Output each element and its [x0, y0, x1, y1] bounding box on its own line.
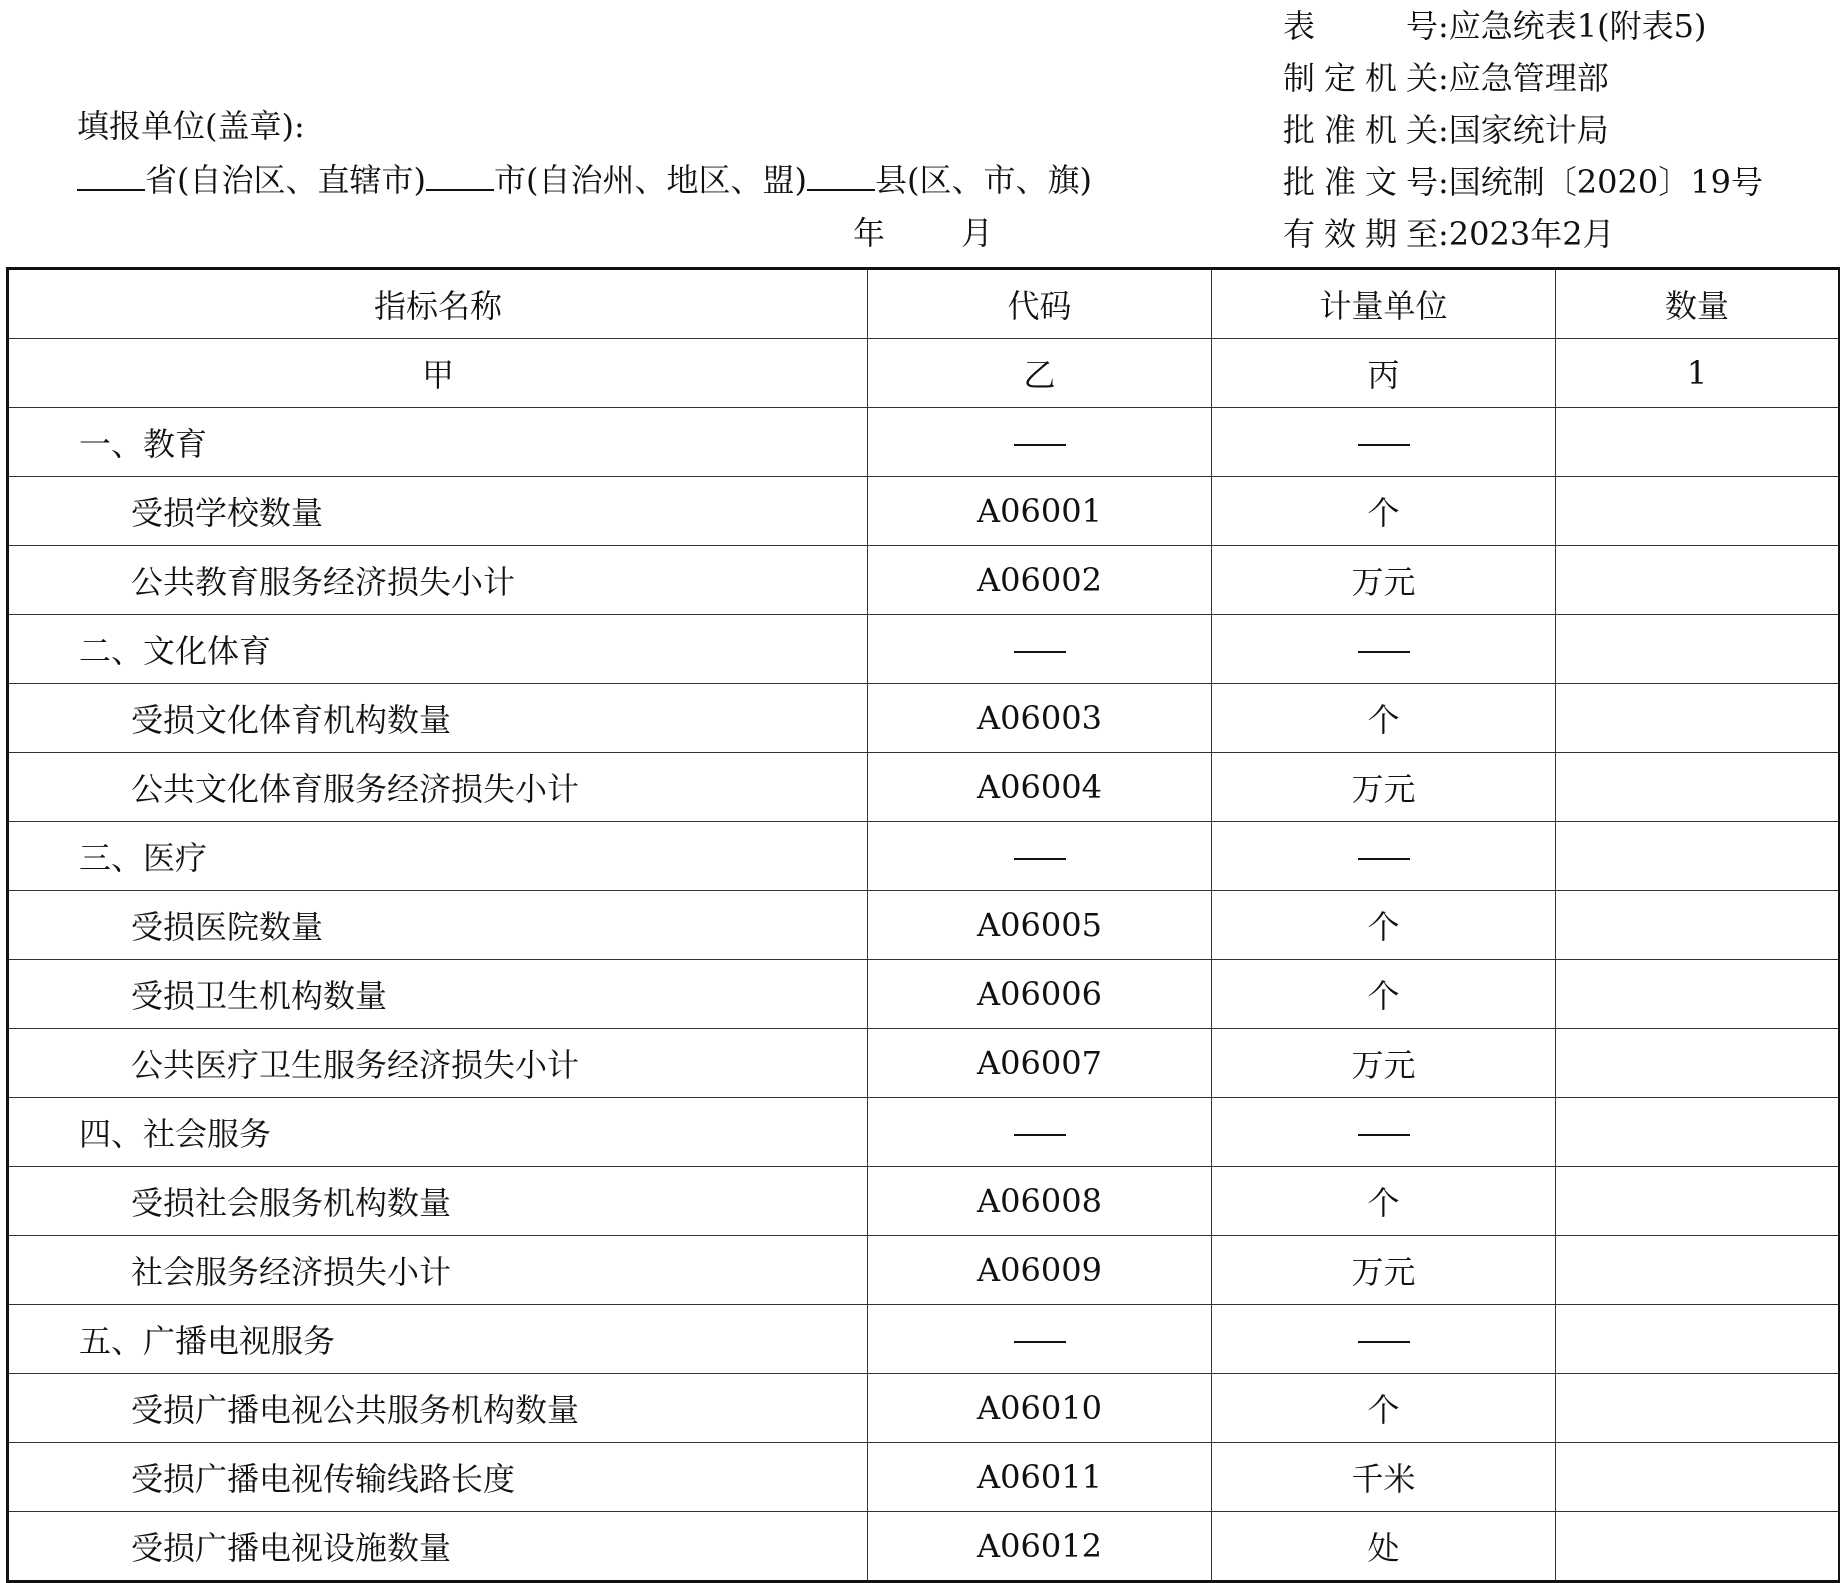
county-label: 县(区、市、旗) [874, 161, 1092, 199]
unit-cell-dash [1212, 615, 1556, 684]
region-line [77, 155, 1092, 201]
table-code-row [8, 339, 1840, 408]
measure-unit: 个 [1212, 477, 1556, 546]
code-cell-dash [868, 615, 1212, 684]
measure-unit: 千米 [1212, 1443, 1556, 1512]
quantity-cell[interactable] [1556, 1305, 1840, 1374]
category-row [8, 408, 1840, 477]
indicator-code: A06003 [868, 684, 1212, 753]
indicator-name: 一、教育 [8, 408, 868, 477]
col-code-unit: 丙 [1212, 339, 1556, 408]
indicator-name: 受损广播电视传输线路长度 [8, 1443, 868, 1512]
dash-mark [1358, 1134, 1410, 1136]
table-row [8, 960, 1840, 1029]
unit-cell-dash [1212, 1305, 1556, 1374]
dash-mark [1358, 1341, 1410, 1343]
meta-colon: : [1438, 163, 1449, 201]
col-code-quantity: 1 [1556, 339, 1840, 408]
dash-mark [1358, 858, 1410, 860]
category-row [8, 1098, 1840, 1167]
unit-cell-dash [1212, 408, 1556, 477]
table-row [8, 753, 1840, 822]
indicator-code: A06006 [868, 960, 1212, 1029]
code-cell-dash [868, 408, 1212, 477]
meta-approval-number [1283, 156, 1763, 208]
indicator-name: 公共医疗卫生服务经济损失小计 [8, 1029, 868, 1098]
measure-unit: 个 [1212, 684, 1556, 753]
quantity-cell[interactable] [1556, 546, 1840, 615]
indicator-code: A06005 [868, 891, 1212, 960]
meta-approving-agency [1283, 104, 1763, 156]
indicator-name: 四、社会服务 [8, 1098, 868, 1167]
dash-mark [1014, 858, 1066, 860]
meta-label: 批准文号 [1283, 163, 1438, 201]
indicator-code: A06010 [868, 1374, 1212, 1443]
code-cell-dash [868, 822, 1212, 891]
col-header-code: 代码 [868, 269, 1212, 339]
table-header-row [8, 269, 1840, 339]
fill-unit-label: 填报单位(盖章): [77, 107, 305, 145]
indicator-name: 二、文化体育 [8, 615, 868, 684]
indicator-code: A06002 [868, 546, 1212, 615]
meta-label: 制定机关 [1283, 59, 1438, 97]
meta-issuing-agency [1283, 52, 1763, 104]
indicator-name: 受损学校数量 [8, 477, 868, 546]
form-metadata [1283, 0, 1763, 260]
dash-mark [1014, 1341, 1066, 1343]
unit-cell-dash [1212, 822, 1556, 891]
quantity-cell[interactable] [1556, 684, 1840, 753]
meta-value: 应急统表1(附表5) [1448, 7, 1707, 45]
indicator-code: A06001 [868, 477, 1212, 546]
measure-unit: 个 [1212, 960, 1556, 1029]
indicator-name: 受损社会服务机构数量 [8, 1167, 868, 1236]
meta-value: 国统制〔2020〕19号 [1448, 163, 1763, 201]
indicator-code: A06007 [868, 1029, 1212, 1098]
quantity-cell[interactable] [1556, 753, 1840, 822]
indicator-name: 社会服务经济损失小计 [8, 1236, 868, 1305]
col-header-name: 指标名称 [8, 269, 868, 339]
table-row [8, 1167, 1840, 1236]
month-label: 月 [961, 214, 994, 252]
quantity-cell[interactable] [1556, 615, 1840, 684]
meta-colon: : [1438, 59, 1449, 97]
dash-mark [1014, 444, 1066, 446]
indicator-name: 三、医疗 [8, 822, 868, 891]
quantity-cell[interactable] [1556, 822, 1840, 891]
code-cell-dash [868, 1098, 1212, 1167]
meta-label: 表号 [1283, 7, 1438, 45]
dash-mark [1358, 444, 1410, 446]
quantity-cell[interactable] [1556, 1512, 1840, 1582]
col-header-unit: 计量单位 [1212, 269, 1556, 339]
indicator-name: 公共文化体育服务经济损失小计 [8, 753, 868, 822]
table-row [8, 1512, 1840, 1582]
quantity-cell[interactable] [1556, 408, 1840, 477]
year-label: 年 [853, 214, 886, 252]
table-row [8, 546, 1840, 615]
indicator-name: 公共教育服务经济损失小计 [8, 546, 868, 615]
meta-value: 国家统计局 [1448, 111, 1609, 149]
meta-form-number [1283, 0, 1763, 52]
code-cell-dash [868, 1305, 1212, 1374]
measure-unit: 个 [1212, 1374, 1556, 1443]
quantity-cell[interactable] [1556, 1443, 1840, 1512]
meta-label: 有效期至 [1283, 215, 1438, 253]
table-row [8, 1374, 1840, 1443]
quantity-cell[interactable] [1556, 1374, 1840, 1443]
indicator-name: 五、广播电视服务 [8, 1305, 868, 1374]
category-row [8, 822, 1840, 891]
indicator-code: A06008 [868, 1167, 1212, 1236]
dash-mark [1358, 651, 1410, 653]
measure-unit: 个 [1212, 891, 1556, 960]
meta-colon: : [1438, 111, 1449, 149]
category-row [8, 615, 1840, 684]
indicator-name: 受损文化体育机构数量 [8, 684, 868, 753]
indicator-code: A06004 [868, 753, 1212, 822]
meta-colon: : [1438, 215, 1449, 253]
indicator-code: A06011 [868, 1443, 1212, 1512]
province-label: 省(自治区、直辖市) [145, 161, 426, 199]
measure-unit: 万元 [1212, 546, 1556, 615]
meta-value: 2023年2月 [1448, 215, 1615, 253]
report-date [853, 208, 993, 254]
table-row [8, 891, 1840, 960]
measure-unit: 个 [1212, 1167, 1556, 1236]
quantity-cell[interactable] [1556, 891, 1840, 960]
indicator-name: 受损卫生机构数量 [8, 960, 868, 1029]
quantity-cell[interactable] [1556, 960, 1840, 1029]
table-row [8, 684, 1840, 753]
table-body [8, 408, 1840, 1582]
dash-mark [1014, 1134, 1066, 1136]
measure-unit: 万元 [1212, 753, 1556, 822]
col-code-code: 乙 [868, 339, 1212, 408]
meta-colon: : [1438, 7, 1449, 45]
indicator-name: 受损医院数量 [8, 891, 868, 960]
city-label: 市(自治州、地区、盟) [493, 161, 807, 199]
col-code-name: 甲 [8, 339, 868, 408]
col-header-quantity: 数量 [1556, 269, 1840, 339]
meta-valid-until [1283, 208, 1763, 260]
table-row [8, 1443, 1840, 1512]
measure-unit: 万元 [1212, 1029, 1556, 1098]
unit-cell-dash [1212, 1098, 1556, 1167]
meta-value: 应急管理部 [1448, 59, 1609, 97]
indicator-name: 受损广播电视公共服务机构数量 [8, 1374, 868, 1443]
indicator-name: 受损广播电视设施数量 [8, 1512, 868, 1582]
measure-unit: 万元 [1212, 1236, 1556, 1305]
province-blank[interactable] [77, 161, 145, 191]
quantity-cell[interactable] [1556, 1098, 1840, 1167]
indicator-code: A06012 [868, 1512, 1212, 1582]
table-row [8, 477, 1840, 546]
statistics-table [6, 267, 1840, 1583]
quantity-cell[interactable] [1556, 1236, 1840, 1305]
measure-unit: 处 [1212, 1512, 1556, 1582]
indicator-code: A06009 [868, 1236, 1212, 1305]
meta-label: 批准机关 [1283, 111, 1438, 149]
category-row [8, 1305, 1840, 1374]
city-blank[interactable] [426, 161, 494, 191]
dash-mark [1014, 651, 1066, 653]
table-row [8, 1236, 1840, 1305]
quantity-cell[interactable] [1556, 477, 1840, 546]
quantity-cell[interactable] [1556, 1167, 1840, 1236]
county-blank[interactable] [807, 161, 875, 191]
table-row [8, 1029, 1840, 1098]
quantity-cell[interactable] [1556, 1029, 1840, 1098]
